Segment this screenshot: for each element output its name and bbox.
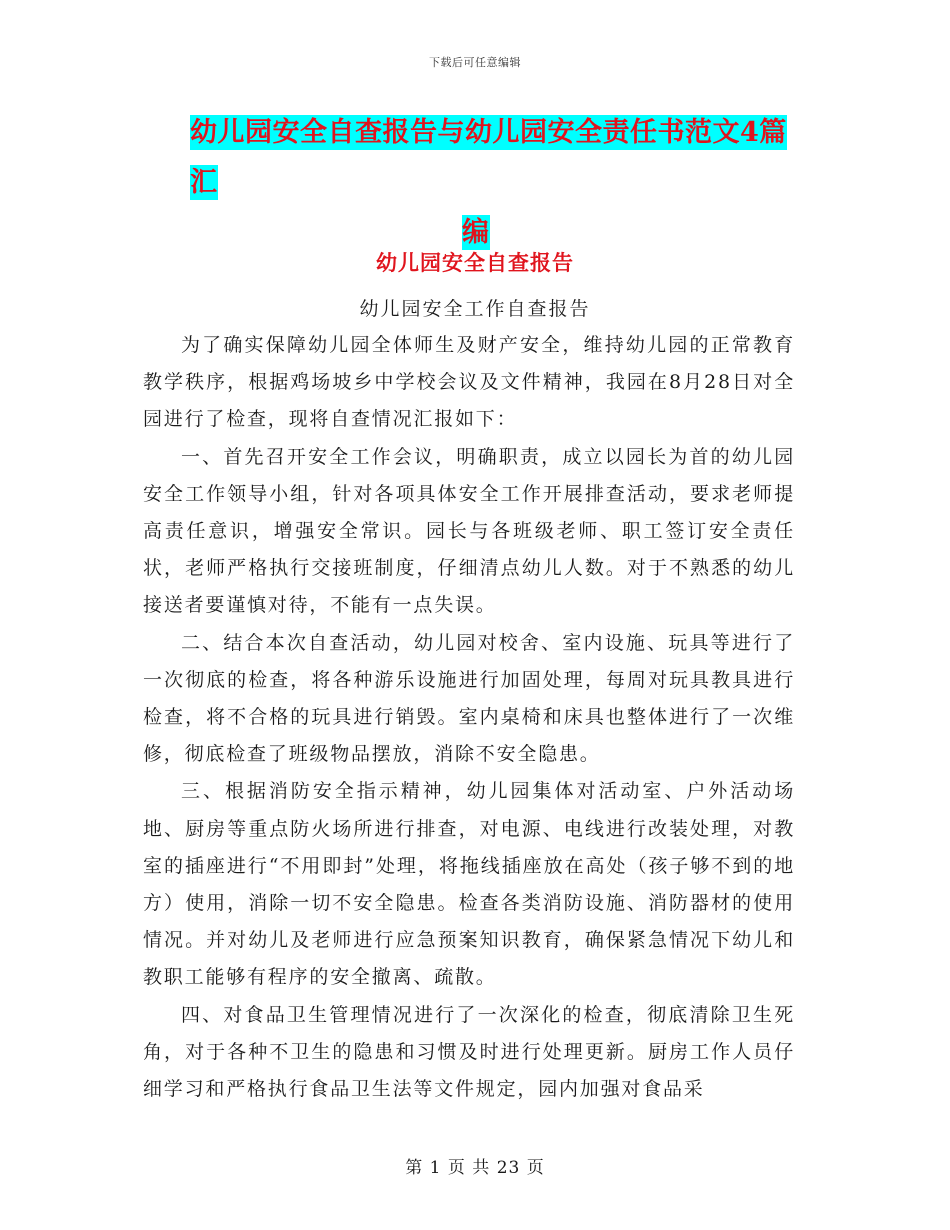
body-paragraph-1: 一、首先召开安全工作会议，明确职责，成立以园长为首的幼儿园安全工作领导小组，针对各项具体安全工作开展排查活动，要求老师提高责任意识，增强安全常识。园长与各班级老师、职工签订安全责任状，老师严格执行交接班制度，仔细清点幼儿人数。对于不熟悉的幼儿接送者要谨慎对待，不能有一点失误。 (143, 445, 795, 617)
page-number-footer: 第 1 页 共 23 页 (405, 1158, 545, 1178)
body-paragraph-3: 三、根据消防安全指示精神，幼儿园集体对活动室、户外活动场地、厨房等重点防火场所进行排查，对电源、电线进行改装处理，对教室的插座进行“不用即封”处理，将拖线插座放在高处（孩子够不到的地方）使用，消除一切不安全隐患。检查各类消防设施、消防器材的使用情况。并对幼儿及老师进行应急预案知识教育，确保紧急情况下幼儿和教职工能够有程序的安全撤离、疏散。 (143, 780, 795, 989)
body-paragraph-4: 四、对食品卫生管理情况进行了一次深化的检查，彻底清除卫生死角，对于各种不卫生的隐患和习惯及时进行处理更新。厨房工作人员仔细学习和严格执行食品卫生法等文件规定，园内加强对食品采 (143, 1003, 795, 1101)
document-title (190, 108, 810, 258)
document-title-line-1: 幼儿园安全自查报告与幼儿园安全责任书范文4篇汇 (190, 117, 787, 198)
section-heading: 幼儿园安全自查报告 (376, 250, 574, 275)
report-body (143, 327, 795, 1108)
report-subtitle: 幼儿园安全工作自查报告 (359, 298, 591, 320)
body-paragraph-2: 二、结合本次自查活动，幼儿园对校舍、室内设施、玩具等进行了一次彻底的检查，将各种游乐设施进行加固处理，每周对玩具教具进行检查，将不合格的玩具进行销毁。室内桌椅和床具也整体进行了一次维修，彻底检查了班级物品摆放，消除不安全隐患。 (143, 631, 795, 766)
body-paragraph-intro: 为了确实保障幼儿园全体师生及财产安全，维持幼儿园的正常教育教学秩序，根据鸡场坡乡中学校会议及文件精神，我园在8月28日对全园进行了检查，现将自查情况汇报如下： (143, 334, 795, 431)
page-header-note: 下载后可任意编辑 (429, 56, 521, 69)
document-title-line-2: 编 (462, 217, 490, 248)
